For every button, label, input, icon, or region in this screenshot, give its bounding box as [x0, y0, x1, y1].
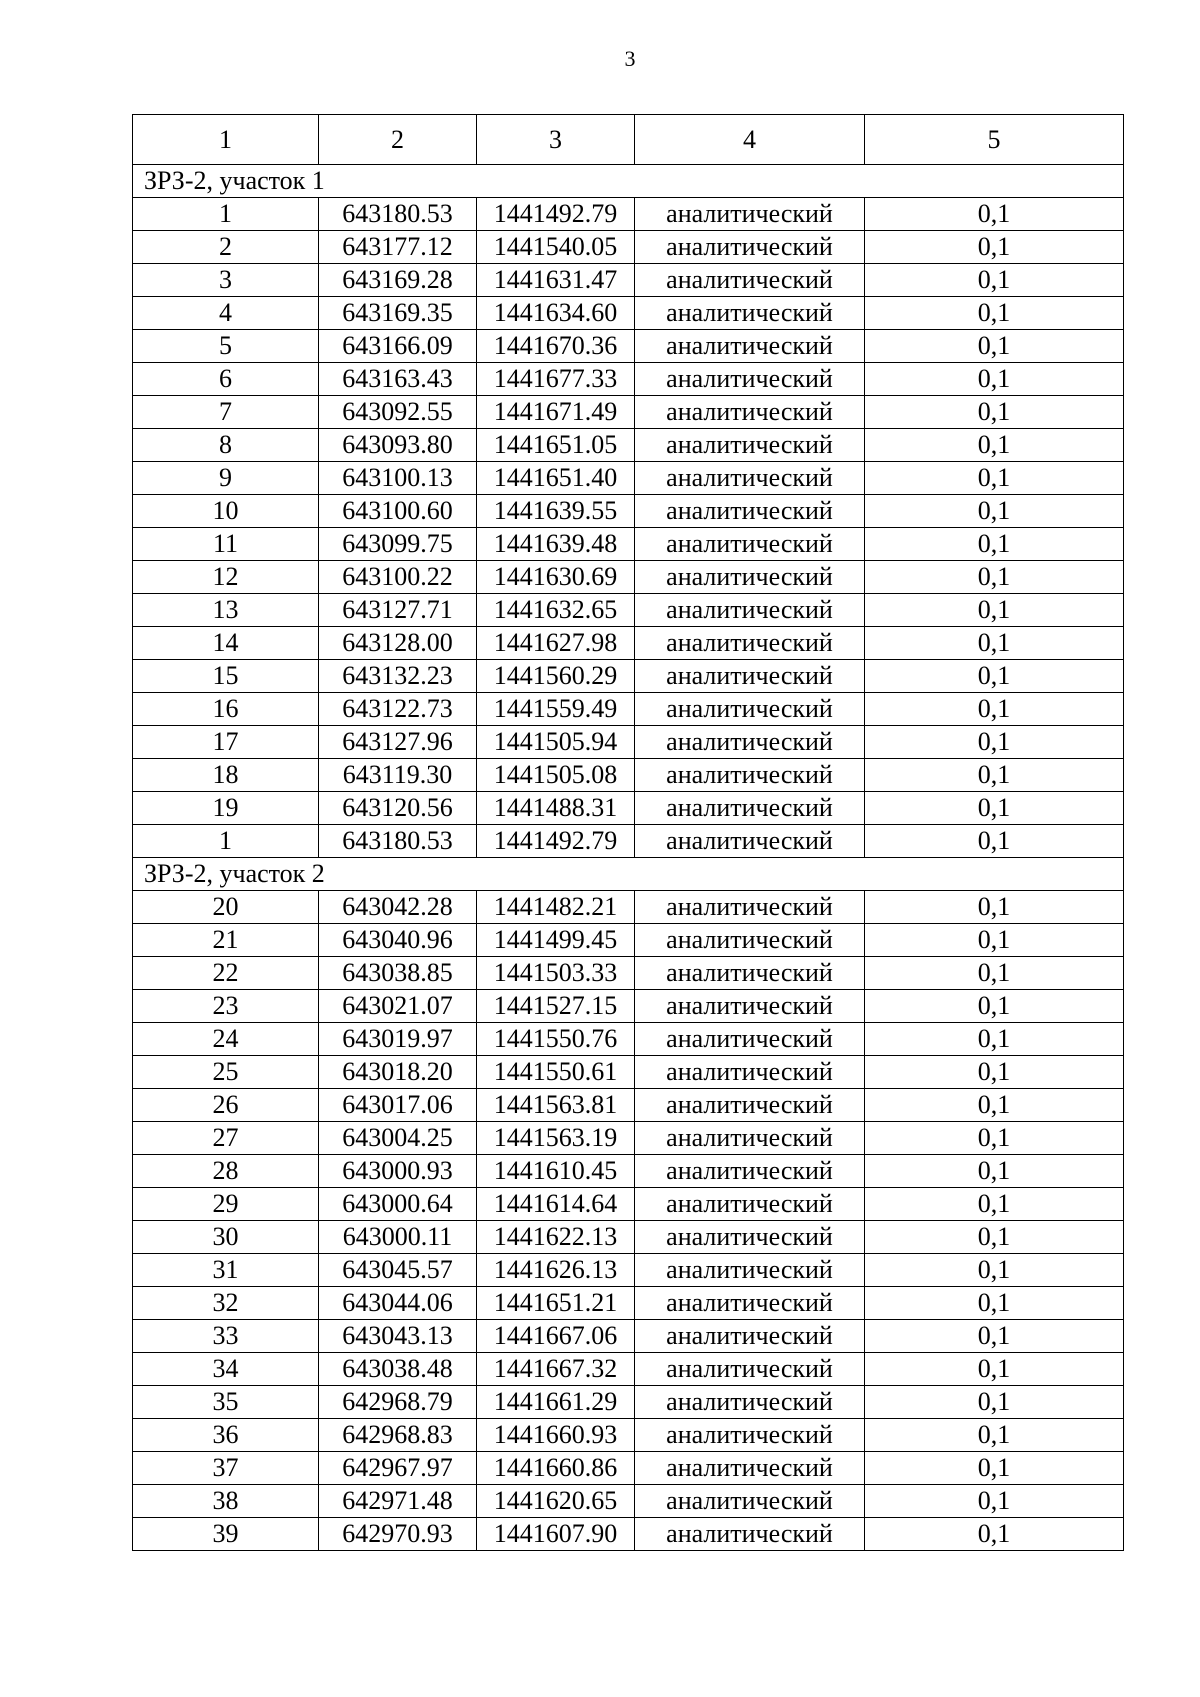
method-cell: аналитический: [635, 561, 865, 594]
y-coordinate-cell: 1441660.86: [477, 1452, 635, 1485]
table-row: [133, 1452, 1124, 1485]
method-cell: аналитический: [635, 1353, 865, 1386]
accuracy-cell: 0,1: [865, 561, 1124, 594]
x-coordinate-cell: 643180.53: [319, 825, 477, 858]
x-coordinate-cell: 643038.85: [319, 957, 477, 990]
method-cell: аналитический: [635, 264, 865, 297]
accuracy-cell: 0,1: [865, 363, 1124, 396]
method-cell: аналитический: [635, 297, 865, 330]
point-number-cell: 13: [133, 594, 319, 627]
y-coordinate-cell: 1441626.13: [477, 1254, 635, 1287]
accuracy-cell: 0,1: [865, 759, 1124, 792]
point-number-cell: 16: [133, 693, 319, 726]
accuracy-cell: 0,1: [865, 990, 1124, 1023]
accuracy-cell: 0,1: [865, 1485, 1124, 1518]
x-coordinate-cell: 643128.00: [319, 627, 477, 660]
y-coordinate-cell: 1441559.49: [477, 693, 635, 726]
accuracy-cell: 0,1: [865, 1452, 1124, 1485]
method-cell: аналитический: [635, 1089, 865, 1122]
method-cell: аналитический: [635, 891, 865, 924]
accuracy-cell: 0,1: [865, 825, 1124, 858]
table-row: [133, 297, 1124, 330]
y-coordinate-cell: 1441632.65: [477, 594, 635, 627]
y-coordinate-cell: 1441651.40: [477, 462, 635, 495]
accuracy-cell: 0,1: [865, 924, 1124, 957]
x-coordinate-cell: 643177.12: [319, 231, 477, 264]
y-coordinate-cell: 1441610.45: [477, 1155, 635, 1188]
accuracy-cell: 0,1: [865, 1419, 1124, 1452]
accuracy-cell: 0,1: [865, 1089, 1124, 1122]
x-coordinate-cell: 643099.75: [319, 528, 477, 561]
accuracy-cell: 0,1: [865, 330, 1124, 363]
x-coordinate-cell: 643093.80: [319, 429, 477, 462]
point-number-cell: 35: [133, 1386, 319, 1419]
point-number-cell: 37: [133, 1452, 319, 1485]
x-coordinate-cell: 643100.22: [319, 561, 477, 594]
y-coordinate-cell: 1441651.21: [477, 1287, 635, 1320]
x-coordinate-cell: 643100.60: [319, 495, 477, 528]
method-cell: аналитический: [635, 1155, 865, 1188]
y-coordinate-cell: 1441661.29: [477, 1386, 635, 1419]
method-cell: аналитический: [635, 1419, 865, 1452]
coordinates-table-body: [133, 115, 1124, 1551]
table-row: [133, 1518, 1124, 1551]
table-row: [133, 627, 1124, 660]
y-coordinate-cell: 1441550.61: [477, 1056, 635, 1089]
table-row: [133, 924, 1124, 957]
x-coordinate-cell: 643018.20: [319, 1056, 477, 1089]
table-row: [133, 957, 1124, 990]
table-row: [133, 726, 1124, 759]
y-coordinate-cell: 1441630.69: [477, 561, 635, 594]
x-coordinate-cell: 643163.43: [319, 363, 477, 396]
accuracy-cell: 0,1: [865, 1254, 1124, 1287]
point-number-cell: 2: [133, 231, 319, 264]
accuracy-cell: 0,1: [865, 891, 1124, 924]
point-number-cell: 17: [133, 726, 319, 759]
table-row: [133, 330, 1124, 363]
point-number-cell: 27: [133, 1122, 319, 1155]
table-row: [133, 1419, 1124, 1452]
table-row: [133, 462, 1124, 495]
point-number-cell: 1: [133, 825, 319, 858]
table-row: [133, 198, 1124, 231]
column-number-cell: 4: [635, 115, 865, 165]
y-coordinate-cell: 1441671.49: [477, 396, 635, 429]
table-row: [133, 1221, 1124, 1254]
method-cell: аналитический: [635, 1287, 865, 1320]
section-title: ЗРЗ-2, участок 1: [133, 165, 1124, 198]
table-row: [133, 528, 1124, 561]
method-cell: аналитический: [635, 660, 865, 693]
section-title: ЗРЗ-2, участок 2: [133, 858, 1124, 891]
table-row: [133, 1122, 1124, 1155]
method-cell: аналитический: [635, 1485, 865, 1518]
y-coordinate-cell: 1441540.05: [477, 231, 635, 264]
x-coordinate-cell: 643044.06: [319, 1287, 477, 1320]
column-number-cell: 3: [477, 115, 635, 165]
accuracy-cell: 0,1: [865, 957, 1124, 990]
x-coordinate-cell: 643180.53: [319, 198, 477, 231]
accuracy-cell: 0,1: [865, 1287, 1124, 1320]
point-number-cell: 12: [133, 561, 319, 594]
method-cell: аналитический: [635, 1221, 865, 1254]
accuracy-cell: 0,1: [865, 792, 1124, 825]
table-row: [133, 396, 1124, 429]
y-coordinate-cell: 1441631.47: [477, 264, 635, 297]
table-row: [133, 1188, 1124, 1221]
section-header-row: [133, 858, 1124, 891]
method-cell: аналитический: [635, 462, 865, 495]
y-coordinate-cell: 1441492.79: [477, 825, 635, 858]
point-number-cell: 5: [133, 330, 319, 363]
y-coordinate-cell: 1441614.64: [477, 1188, 635, 1221]
method-cell: аналитический: [635, 924, 865, 957]
y-coordinate-cell: 1441660.93: [477, 1419, 635, 1452]
method-cell: аналитический: [635, 363, 865, 396]
x-coordinate-cell: 643127.96: [319, 726, 477, 759]
method-cell: аналитический: [635, 1518, 865, 1551]
y-coordinate-cell: 1441634.60: [477, 297, 635, 330]
page-number: 3: [624, 46, 636, 71]
x-coordinate-cell: 643122.73: [319, 693, 477, 726]
point-number-cell: 23: [133, 990, 319, 1023]
x-coordinate-cell: 643169.35: [319, 297, 477, 330]
column-number-cell: 2: [319, 115, 477, 165]
x-coordinate-cell: 642967.97: [319, 1452, 477, 1485]
point-number-cell: 33: [133, 1320, 319, 1353]
x-coordinate-cell: 643127.71: [319, 594, 477, 627]
method-cell: аналитический: [635, 990, 865, 1023]
point-number-cell: 3: [133, 264, 319, 297]
table-row: [133, 495, 1124, 528]
accuracy-cell: 0,1: [865, 693, 1124, 726]
table-row: [133, 693, 1124, 726]
method-cell: аналитический: [635, 627, 865, 660]
point-number-cell: 20: [133, 891, 319, 924]
point-number-cell: 4: [133, 297, 319, 330]
accuracy-cell: 0,1: [865, 429, 1124, 462]
table-row: [133, 792, 1124, 825]
method-cell: аналитический: [635, 957, 865, 990]
table-row: [133, 1353, 1124, 1386]
method-cell: аналитический: [635, 1188, 865, 1221]
point-number-cell: 21: [133, 924, 319, 957]
table-row: [133, 1155, 1124, 1188]
accuracy-cell: 0,1: [865, 627, 1124, 660]
point-number-cell: 36: [133, 1419, 319, 1452]
x-coordinate-cell: 642970.93: [319, 1518, 477, 1551]
y-coordinate-cell: 1441639.48: [477, 528, 635, 561]
table-row: [133, 891, 1124, 924]
table-row: [133, 1089, 1124, 1122]
x-coordinate-cell: 643000.64: [319, 1188, 477, 1221]
y-coordinate-cell: 1441563.19: [477, 1122, 635, 1155]
method-cell: аналитический: [635, 495, 865, 528]
table-row: [133, 1056, 1124, 1089]
section-header-row: [133, 165, 1124, 198]
table-row: [133, 1023, 1124, 1056]
y-coordinate-cell: 1441667.32: [477, 1353, 635, 1386]
accuracy-cell: 0,1: [865, 1155, 1124, 1188]
x-coordinate-cell: 643119.30: [319, 759, 477, 792]
point-number-cell: 24: [133, 1023, 319, 1056]
x-coordinate-cell: 643043.13: [319, 1320, 477, 1353]
method-cell: аналитический: [635, 198, 865, 231]
y-coordinate-cell: 1441627.98: [477, 627, 635, 660]
x-coordinate-cell: 643004.25: [319, 1122, 477, 1155]
y-coordinate-cell: 1441482.21: [477, 891, 635, 924]
table-row: [133, 1386, 1124, 1419]
accuracy-cell: 0,1: [865, 264, 1124, 297]
x-coordinate-cell: 643092.55: [319, 396, 477, 429]
accuracy-cell: 0,1: [865, 726, 1124, 759]
accuracy-cell: 0,1: [865, 297, 1124, 330]
point-number-cell: 8: [133, 429, 319, 462]
table-row: [133, 1320, 1124, 1353]
y-coordinate-cell: 1441670.36: [477, 330, 635, 363]
x-coordinate-cell: 643017.06: [319, 1089, 477, 1122]
table-row: [133, 561, 1124, 594]
table-row: [133, 1254, 1124, 1287]
accuracy-cell: 0,1: [865, 231, 1124, 264]
point-number-cell: 39: [133, 1518, 319, 1551]
x-coordinate-cell: 642968.83: [319, 1419, 477, 1452]
point-number-cell: 32: [133, 1287, 319, 1320]
accuracy-cell: 0,1: [865, 528, 1124, 561]
y-coordinate-cell: 1441667.06: [477, 1320, 635, 1353]
x-coordinate-cell: 643120.56: [319, 792, 477, 825]
method-cell: аналитический: [635, 231, 865, 264]
y-coordinate-cell: 1441505.08: [477, 759, 635, 792]
point-number-cell: 28: [133, 1155, 319, 1188]
table-row: [133, 264, 1124, 297]
point-number-cell: 29: [133, 1188, 319, 1221]
x-coordinate-cell: 642971.48: [319, 1485, 477, 1518]
method-cell: аналитический: [635, 759, 865, 792]
accuracy-cell: 0,1: [865, 1056, 1124, 1089]
method-cell: аналитический: [635, 396, 865, 429]
y-coordinate-cell: 1441527.15: [477, 990, 635, 1023]
point-number-cell: 1: [133, 198, 319, 231]
method-cell: аналитический: [635, 330, 865, 363]
accuracy-cell: 0,1: [865, 660, 1124, 693]
table-row: [133, 1287, 1124, 1320]
method-cell: аналитический: [635, 825, 865, 858]
column-number-cell: 5: [865, 115, 1124, 165]
method-cell: аналитический: [635, 693, 865, 726]
y-coordinate-cell: 1441563.81: [477, 1089, 635, 1122]
table-row: [133, 363, 1124, 396]
y-coordinate-cell: 1441639.55: [477, 495, 635, 528]
point-number-cell: 25: [133, 1056, 319, 1089]
method-cell: аналитический: [635, 726, 865, 759]
method-cell: аналитический: [635, 1452, 865, 1485]
table-row: [133, 990, 1124, 1023]
x-coordinate-cell: 643000.93: [319, 1155, 477, 1188]
y-coordinate-cell: 1441492.79: [477, 198, 635, 231]
accuracy-cell: 0,1: [865, 1386, 1124, 1419]
x-coordinate-cell: 643100.13: [319, 462, 477, 495]
accuracy-cell: 0,1: [865, 1023, 1124, 1056]
method-cell: аналитический: [635, 528, 865, 561]
method-cell: аналитический: [635, 1056, 865, 1089]
accuracy-cell: 0,1: [865, 396, 1124, 429]
point-number-cell: 14: [133, 627, 319, 660]
accuracy-cell: 0,1: [865, 1221, 1124, 1254]
x-coordinate-cell: 642968.79: [319, 1386, 477, 1419]
point-number-cell: 34: [133, 1353, 319, 1386]
accuracy-cell: 0,1: [865, 462, 1124, 495]
x-coordinate-cell: 643040.96: [319, 924, 477, 957]
x-coordinate-cell: 643000.11: [319, 1221, 477, 1254]
x-coordinate-cell: 643045.57: [319, 1254, 477, 1287]
y-coordinate-cell: 1441560.29: [477, 660, 635, 693]
point-number-cell: 15: [133, 660, 319, 693]
point-number-cell: 9: [133, 462, 319, 495]
method-cell: аналитический: [635, 1122, 865, 1155]
method-cell: аналитический: [635, 429, 865, 462]
point-number-cell: 22: [133, 957, 319, 990]
method-cell: аналитический: [635, 1386, 865, 1419]
method-cell: аналитический: [635, 1254, 865, 1287]
accuracy-cell: 0,1: [865, 1353, 1124, 1386]
table-row: [133, 231, 1124, 264]
method-cell: аналитический: [635, 792, 865, 825]
x-coordinate-cell: 643021.07: [319, 990, 477, 1023]
table-row: [133, 759, 1124, 792]
accuracy-cell: 0,1: [865, 1122, 1124, 1155]
x-coordinate-cell: 643132.23: [319, 660, 477, 693]
method-cell: аналитический: [635, 1023, 865, 1056]
accuracy-cell: 0,1: [865, 198, 1124, 231]
point-number-cell: 31: [133, 1254, 319, 1287]
column-number-cell: 1: [133, 115, 319, 165]
table-row: [133, 825, 1124, 858]
y-coordinate-cell: 1441505.94: [477, 726, 635, 759]
point-number-cell: 7: [133, 396, 319, 429]
y-coordinate-cell: 1441499.45: [477, 924, 635, 957]
point-number-cell: 26: [133, 1089, 319, 1122]
y-coordinate-cell: 1441677.33: [477, 363, 635, 396]
accuracy-cell: 0,1: [865, 1518, 1124, 1551]
point-number-cell: 38: [133, 1485, 319, 1518]
table-row: [133, 429, 1124, 462]
table-row: [133, 660, 1124, 693]
accuracy-cell: 0,1: [865, 495, 1124, 528]
method-cell: аналитический: [635, 594, 865, 627]
method-cell: аналитический: [635, 1320, 865, 1353]
point-number-cell: 10: [133, 495, 319, 528]
point-number-cell: 6: [133, 363, 319, 396]
column-number-row: [133, 115, 1124, 165]
x-coordinate-cell: 643019.97: [319, 1023, 477, 1056]
y-coordinate-cell: 1441550.76: [477, 1023, 635, 1056]
y-coordinate-cell: 1441622.13: [477, 1221, 635, 1254]
x-coordinate-cell: 643042.28: [319, 891, 477, 924]
coordinates-table: [132, 114, 1124, 1551]
accuracy-cell: 0,1: [865, 594, 1124, 627]
x-coordinate-cell: 643166.09: [319, 330, 477, 363]
y-coordinate-cell: 1441651.05: [477, 429, 635, 462]
accuracy-cell: 0,1: [865, 1188, 1124, 1221]
y-coordinate-cell: 1441488.31: [477, 792, 635, 825]
point-number-cell: 19: [133, 792, 319, 825]
x-coordinate-cell: 643038.48: [319, 1353, 477, 1386]
x-coordinate-cell: 643169.28: [319, 264, 477, 297]
accuracy-cell: 0,1: [865, 1320, 1124, 1353]
point-number-cell: 11: [133, 528, 319, 561]
point-number-cell: 18: [133, 759, 319, 792]
table-row: [133, 594, 1124, 627]
point-number-cell: 30: [133, 1221, 319, 1254]
table-row: [133, 1485, 1124, 1518]
y-coordinate-cell: 1441503.33: [477, 957, 635, 990]
y-coordinate-cell: 1441607.90: [477, 1518, 635, 1551]
y-coordinate-cell: 1441620.65: [477, 1485, 635, 1518]
